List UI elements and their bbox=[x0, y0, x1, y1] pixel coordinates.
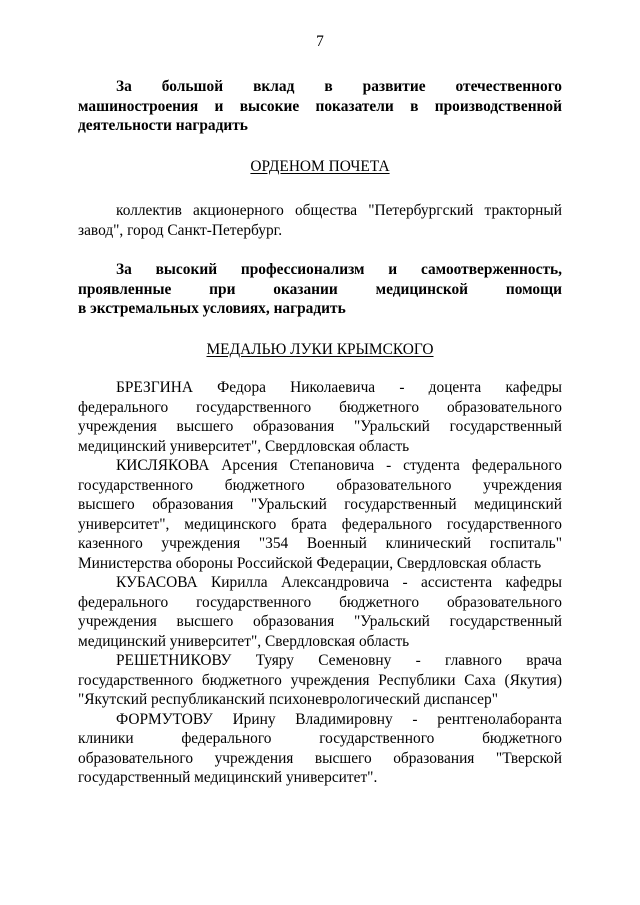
recipient-entry bbox=[78, 456, 562, 573]
section2-award-heading: МЕДАЛЬЮ ЛУКИ КРЫМСКОГО bbox=[206, 341, 434, 358]
recipient-entry bbox=[78, 710, 562, 788]
page-number: 7 bbox=[316, 33, 324, 50]
recipient-line: клиники федерального государственного бюджетного bbox=[78, 730, 562, 747]
section2-intro-line: проявленные при оказании медицинской помощи bbox=[78, 280, 562, 298]
recipient-line: РЕШЕТНИКОВУ Туяру Семеновну - главного врача bbox=[116, 652, 562, 669]
recipient-line: медицинский университет", Свердловская область bbox=[78, 437, 410, 455]
recipient-line: государственного бюджетного образовательного учреждения bbox=[78, 476, 562, 494]
section2-intro-line: За высокий профессионализм и самоотверженность, bbox=[116, 261, 562, 278]
recipients-list bbox=[78, 378, 562, 788]
recipient-line: образовательного учреждения высшего образования "Тверской bbox=[78, 749, 562, 767]
section1-award-heading: ОРДЕНОМ ПОЧЕТА bbox=[250, 158, 390, 175]
recipient-line: КИСЛЯКОВА Арсения Степановича - студента федерального bbox=[116, 457, 562, 474]
recipient-line: Министерства обороны Российской Федерации, Свердловская область bbox=[78, 554, 542, 572]
section1-intro-line: За большой вклад в развитие отечественного bbox=[116, 78, 562, 95]
section1-award-heading-wrap bbox=[78, 157, 562, 177]
recipient-line: университет", медицинского брата федерального государственного bbox=[78, 515, 562, 533]
section1-intro bbox=[78, 77, 562, 136]
section1-recipient-line: коллектив акционерного общества "Петербургский тракторный bbox=[116, 202, 562, 219]
section1-intro-line: машиностроения и высокие показатели в производственной bbox=[78, 97, 562, 115]
recipient-line: медицинский университет", Свердловская область bbox=[78, 632, 410, 650]
recipient-line: казенного учреждения "354 Военный клинический госпиталь" bbox=[78, 535, 562, 552]
recipient-entry bbox=[78, 573, 562, 651]
section2-intro bbox=[78, 260, 562, 319]
section2-intro-line: в экстремальных условиях, наградить bbox=[78, 300, 346, 317]
section2-award-heading-wrap bbox=[78, 340, 562, 360]
recipient-line: БРЕЗГИНА Федора Николаевича - доцента кафедры bbox=[116, 379, 562, 396]
section1-intro-line: деятельности наградить bbox=[78, 117, 248, 134]
recipient-line: федерального государственного бюджетного образовательного bbox=[78, 593, 562, 611]
section1-recipient bbox=[78, 201, 562, 240]
recipient-line: государственный медицинский университет". bbox=[78, 769, 378, 786]
recipient-line: высшего образования "Уральский государственный медицинский bbox=[78, 496, 562, 513]
recipient-line: КУБАСОВА Кирилла Александровича - ассистента кафедры bbox=[116, 574, 562, 591]
recipient-entry bbox=[78, 378, 562, 456]
section1-recipient-line: завод", город Санкт-Петербург. bbox=[78, 221, 283, 239]
recipient-line: государственного бюджетного учреждения Республики Саха (Якутия) bbox=[78, 671, 562, 689]
recipient-line: федерального государственного бюджетного образовательного bbox=[78, 398, 562, 416]
recipient-entry bbox=[78, 651, 562, 710]
recipient-line: "Якутский республиканский психоневрологический диспансер" bbox=[78, 691, 498, 708]
recipient-line: учреждения высшего образования "Уральский государственный bbox=[78, 613, 562, 630]
recipient-line: учреждения высшего образования "Уральский государственный bbox=[78, 418, 562, 435]
recipient-line: ФОРМУТОВУ Ирину Владимировну - рентгенолаборанта bbox=[116, 710, 562, 728]
